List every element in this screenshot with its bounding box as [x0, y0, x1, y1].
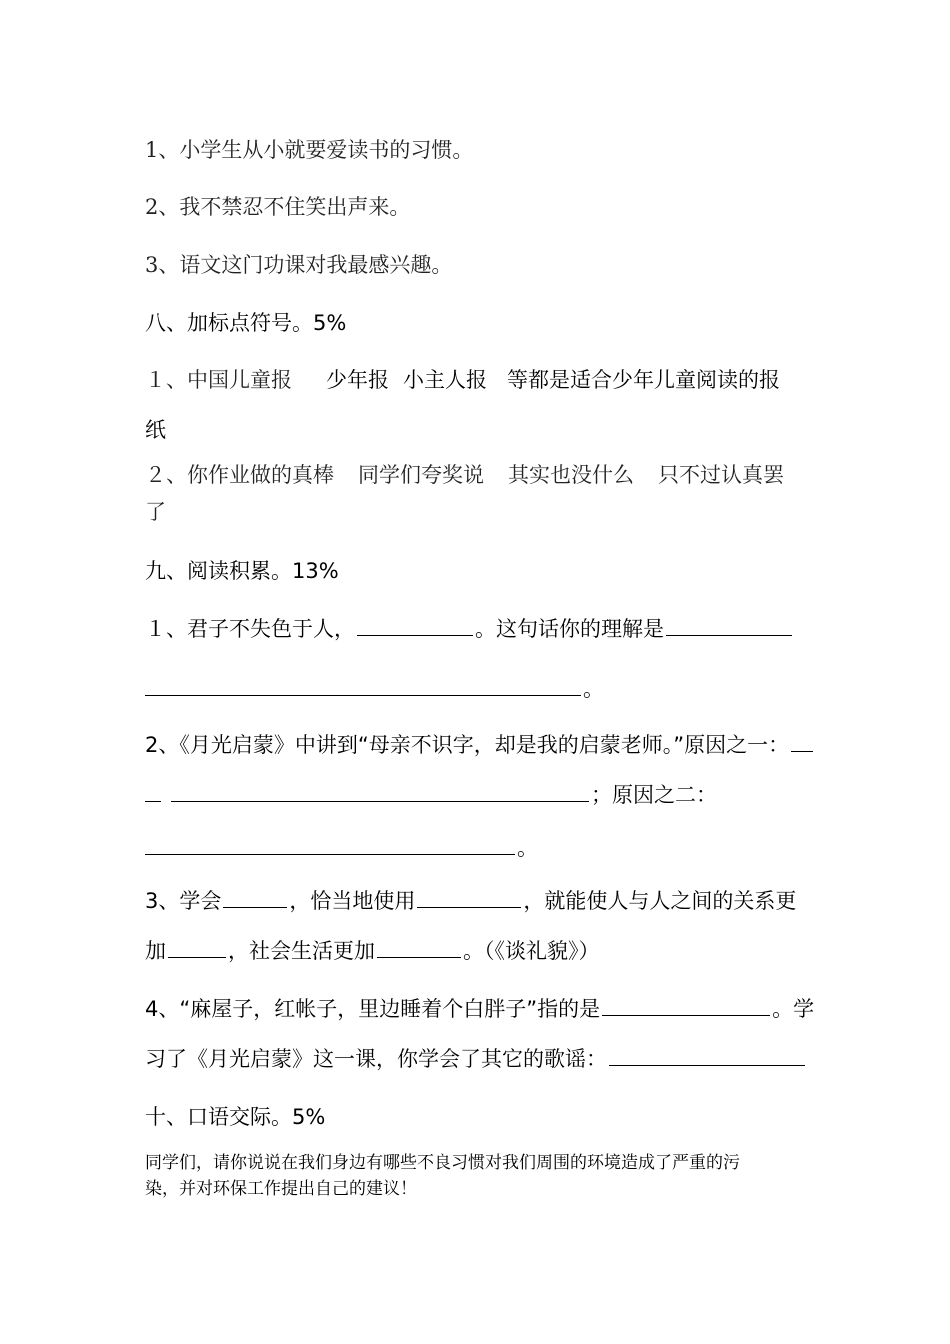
section-9-q2-end-line [145, 834, 538, 862]
s9-q2-part-a: 2、《月光启蒙》中讲到“母亲不识字，却是我的启蒙老师。”原因之一： [145, 733, 790, 757]
s8-q2-part-c: 其实也没什么 [508, 463, 634, 487]
answer-blank[interactable] [666, 615, 792, 636]
s9-q3-part-e: ，社会生活更加 [228, 939, 375, 963]
s8-q2-part-d: 只不过认真罢 [658, 463, 784, 487]
answer-blank[interactable] [417, 887, 521, 908]
answer-blank[interactable] [168, 937, 226, 958]
s9-q2-part-b: ；原因之二： [591, 783, 717, 807]
s8-q1-part-a: １、中国儿童报 [145, 368, 292, 392]
s8-q1-part-d: 等都是适合少年儿童阅读的报 [507, 368, 780, 392]
section-9-q4-continued [145, 1045, 807, 1073]
section-9-q3 [145, 887, 796, 915]
s9-q4-part-a: 4、“麻屋子，红帐子，里边睡着个白胖子”指的是 [145, 997, 601, 1021]
s9-q3-part-d: 加 [145, 939, 166, 963]
answer-blank[interactable] [791, 731, 813, 752]
s10-p1: 同学们，请你说说在我们身边有哪些不良习惯对我们周围的环境造成了严重的污 [145, 1153, 740, 1173]
section-8-q2-continued [145, 498, 166, 526]
section-10-title-text: 十、口语交际。5% [145, 1105, 326, 1129]
answer-blank[interactable] [145, 781, 161, 802]
section-8-title-text: 八、加标点符号。5% [145, 311, 347, 335]
section-9-q2 [145, 731, 815, 759]
answer-blank[interactable] [145, 675, 581, 696]
answer-blank[interactable] [602, 995, 770, 1016]
section-9-q4 [145, 995, 814, 1023]
answer-blank[interactable] [171, 781, 589, 802]
section-9-q1 [145, 615, 794, 643]
section-9-q2-continued [145, 781, 717, 809]
section-8-q1 [145, 366, 780, 394]
s9-q1-part-b: 。这句话你的理解是 [475, 617, 664, 641]
sentence-2 [145, 193, 410, 221]
s8-q1-part-c: 小主人报 [403, 368, 487, 392]
s8-q2-part-a: ２、你作业做的真棒 [145, 463, 334, 487]
sentence-1-text: 1、小学生从小就要爱读书的习惯。 [145, 138, 474, 162]
answer-blank[interactable] [609, 1045, 805, 1066]
s9-q3-part-f: 。（《谈礼貌》） [463, 939, 600, 963]
section-9-title [145, 557, 339, 585]
s9-q2-end: 。 [517, 836, 538, 860]
section-10-paragraph-line-1 [145, 1151, 740, 1175]
s8-q2-part-b: 同学们夸奖说 [358, 463, 484, 487]
section-8-q2 [145, 461, 784, 489]
section-9-q3-continued [145, 937, 600, 965]
s8-q2-part-e: 了 [145, 500, 166, 524]
section-8-q1-continued [145, 416, 166, 444]
s9-q3-part-c: ，就能使人与人之间的关系更 [523, 889, 797, 913]
sentence-2-text: 2、我不禁忍不住笑出声来。 [145, 195, 411, 219]
section-10-title [145, 1103, 325, 1131]
sentence-1 [145, 136, 473, 164]
section-10-paragraph-line-2 [145, 1177, 417, 1201]
answer-blank[interactable] [357, 615, 473, 636]
s8-q1-part-e: 纸 [145, 418, 166, 442]
s9-q4-part-c: 习了《月光启蒙》这一课，你学会了其它的歌谣： [145, 1047, 607, 1071]
answer-blank[interactable] [377, 937, 461, 958]
s8-q1-part-b: 少年报 [326, 368, 389, 392]
sentence-3 [145, 251, 452, 279]
s9-q1-part-a: １、君子不失色于人， [145, 617, 355, 641]
s9-q4-part-b: 。学 [772, 997, 815, 1021]
s9-q3-part-b: ，恰当地使用 [289, 889, 416, 913]
s9-q1-end: 。 [583, 677, 604, 701]
answer-blank[interactable] [145, 834, 515, 855]
section-9-title-text: 九、阅读积累。13% [145, 559, 339, 583]
section-8-title [145, 309, 346, 337]
answer-blank[interactable] [223, 887, 287, 908]
sentence-3-text: 3、语文这门功课对我最感兴趣。 [145, 253, 453, 277]
section-9-q1-continued [145, 675, 604, 703]
s10-p2: 染，并对环保工作提出自己的建议！ [145, 1179, 417, 1199]
s9-q3-part-a: 3、学会 [145, 889, 222, 913]
